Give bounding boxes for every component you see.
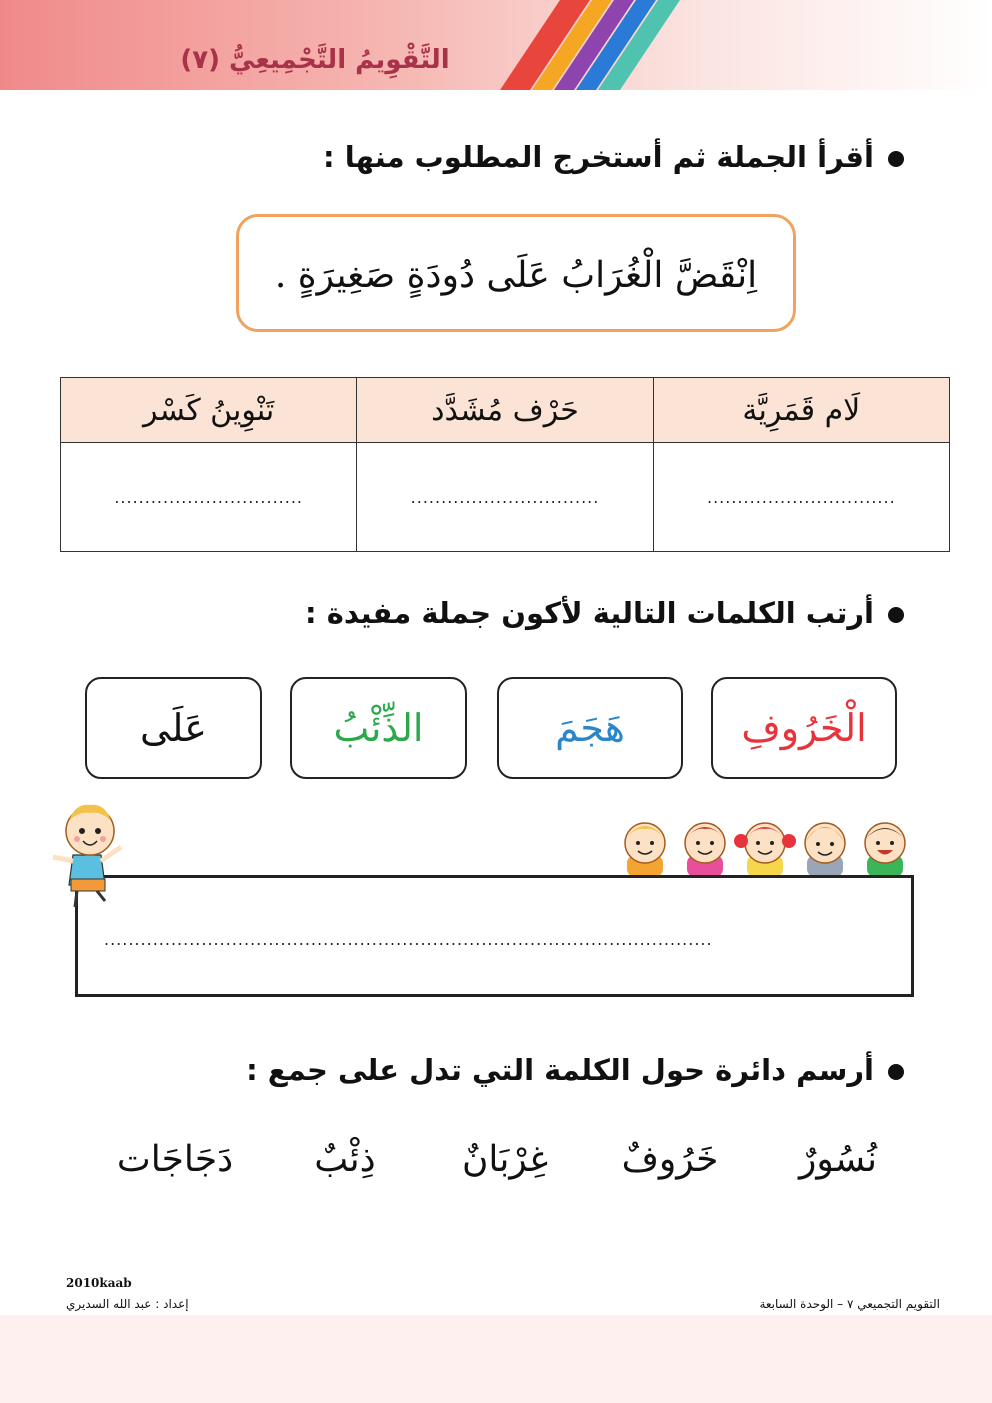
instruction-extract: [323, 132, 904, 182]
footer-author: إعداد : عبد الله السديري: [66, 1297, 189, 1311]
page-title: التَّقْوِيمُ التَّجْمِيعِيُّ (٧): [180, 45, 450, 75]
sentence-box: اِنْقَضَّ الْغُرَابُ عَلَى دُودَةٍ صَغِيرَةٍ .: [236, 214, 796, 332]
child-1: [625, 823, 665, 877]
child-2: [685, 823, 725, 877]
header-tanween-kasr: تَنْوِينُ كَسْر: [61, 378, 357, 443]
option-kharoof[interactable]: خَرُوفٌ: [621, 1139, 719, 1180]
option-dajajat[interactable]: دَجَاجَات: [116, 1139, 234, 1180]
answer-line[interactable]: ....................................................................................................: [104, 930, 713, 949]
footer-code: 2010kaab: [66, 1276, 132, 1290]
children-illustration: [615, 815, 925, 877]
header-band: [0, 0, 992, 90]
header-stripes: [500, 0, 690, 90]
instruction-text: أرتب الكلمات التالية لأكون جملة مفيدة :: [305, 596, 874, 630]
table-header-row: [61, 378, 950, 443]
option-thiib[interactable]: ذِئْبٌ: [314, 1139, 376, 1180]
answer-cell-harf-mushaddad[interactable]: ...............................: [357, 443, 653, 552]
word-card-ala[interactable]: عَلَى: [85, 677, 262, 779]
bullet-icon: [888, 607, 904, 623]
header-harf-mushaddad: حَرْف مُشَدَّد: [357, 378, 653, 443]
table-answer-row: [61, 443, 950, 552]
boy-illustration: [45, 795, 130, 910]
instruction-text: أقرأ الجملة ثم أستخرج المطلوب منها :: [323, 140, 874, 174]
extraction-table: [60, 377, 950, 552]
word-card-kharoof[interactable]: الْخَرُوفِ: [711, 677, 897, 779]
instruction-arrange: [305, 588, 904, 638]
instruction-circle: [246, 1045, 904, 1095]
word-card-hajama[interactable]: هَجَمَ: [497, 677, 683, 779]
bullet-icon: [888, 151, 904, 167]
answer-cell-tanween-kasr[interactable]: ...............................: [61, 443, 357, 552]
answer-cell-lam-qamariya[interactable]: ...............................: [653, 443, 949, 552]
option-nusoor[interactable]: نُسُورٌ: [798, 1139, 878, 1180]
instruction-text: أرسم دائرة حول الكلمة التي تدل على جمع :: [246, 1053, 874, 1087]
footer-band: [0, 1315, 992, 1403]
child-5: [865, 823, 905, 877]
word-card-thiib[interactable]: الذِّئْبُ: [290, 677, 467, 779]
header-lam-qamariya: لَام قَمَرِيَّة: [653, 378, 949, 443]
child-3: [734, 823, 796, 877]
footer-unit: التقويم التجميعي ٧ – الوحدة السابعة: [759, 1297, 940, 1311]
option-ghirban[interactable]: غِرْبَانٌ: [461, 1139, 549, 1180]
child-4: [805, 823, 845, 877]
bullet-icon: [888, 1064, 904, 1080]
